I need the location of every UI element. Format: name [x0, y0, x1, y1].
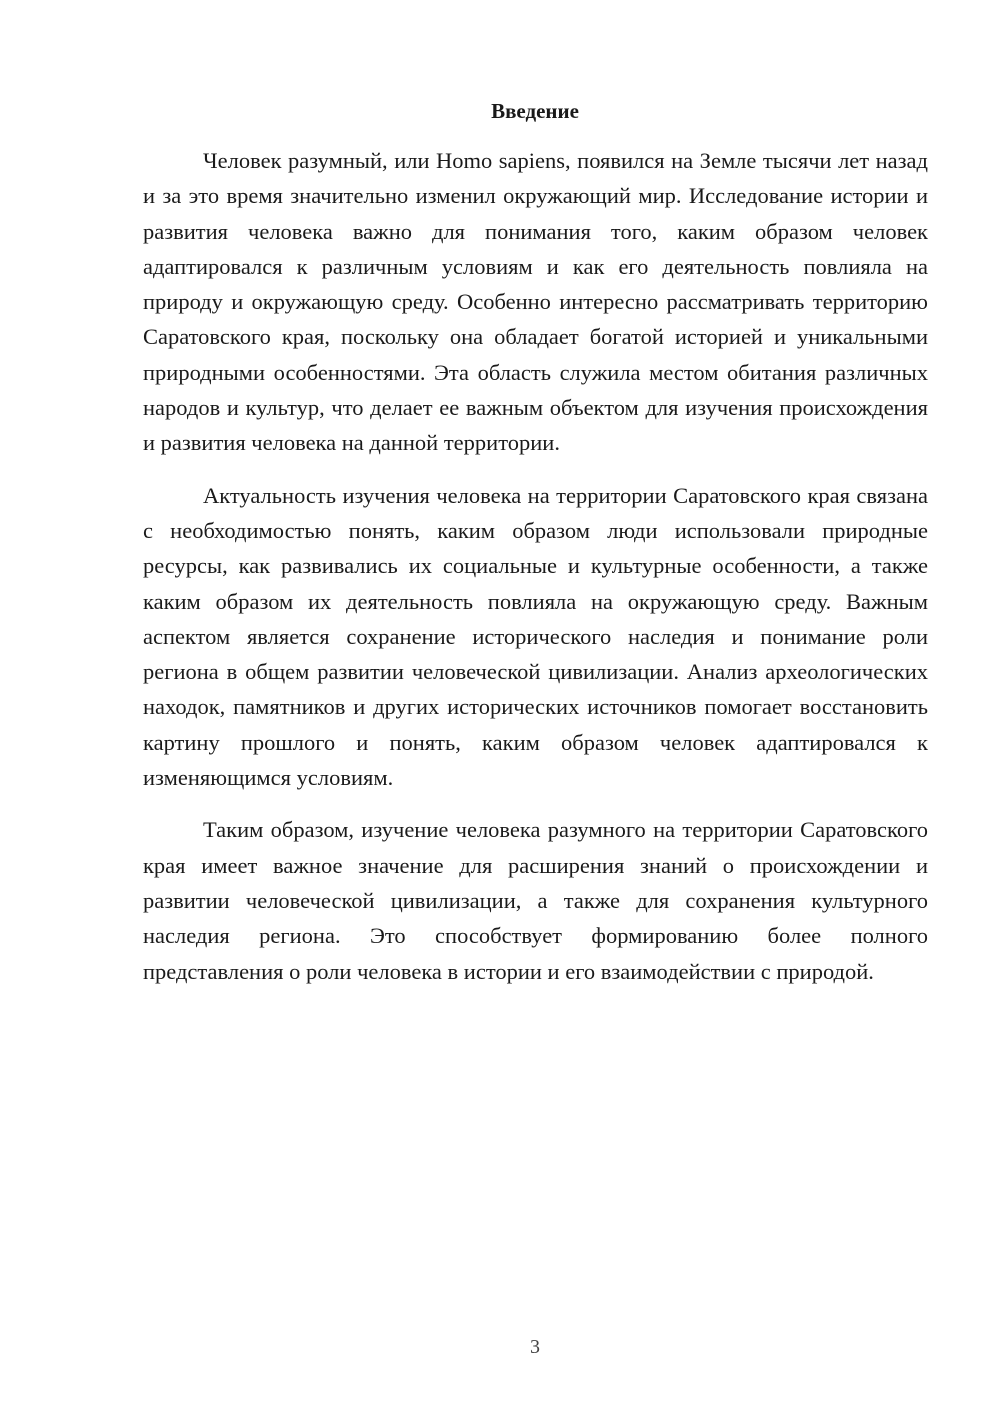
paragraph-introduction: Человек разумный, или Homo sapiens, появился на Земле тысячи лет назад и за это время значительно изменил окружающий мир. Исследование истории и развития человека важно для понимания того, каким образом человек адаптировался к различным условиям и как его деятельность повлияла на природу и окружающую среду. Особенно интересно рассматривать территорию Саратовского края, поскольку она обладает богатой историей и уникальными природными особенностями. Эта область служила местом обитания различных народов и культур, что делает ее важным объектом для изучения происхождения и развития человека на данной территории. [143, 148, 928, 456]
paragraph-relevance: Актуальность изучения человека на территории Саратовского края связана с необходимостью понять, каким образом люди использовали природные ресурсы, как развивались их социальные и культурные особенности, а также каким образом их деятельность повлияла на окружающую среду. Важным аспектом является сохранение исторического наследия и понимание роли региона в общем развитии человеческой цивилизации. Анализ археологических находок, памятников и других исторических источников помогает восстановить картину прошлого и понять, каким образом человек адаптировался к изменяющимся условиям. [143, 482, 928, 791]
page-number: 3 [530, 1336, 540, 1358]
page-title: Введение [491, 99, 579, 123]
body-text [143, 143, 928, 989]
paragraph-conclusion: Таким образом, изучение человека разумного на территории Саратовского края имеет важное значение для расширения знаний о происхождении и развитии человеческой цивилизации, а также для сохранения культурного наследия региона. Это способствует формированию более полного представления о роли человека в истории и его взаимодействии с природой. [143, 817, 928, 984]
